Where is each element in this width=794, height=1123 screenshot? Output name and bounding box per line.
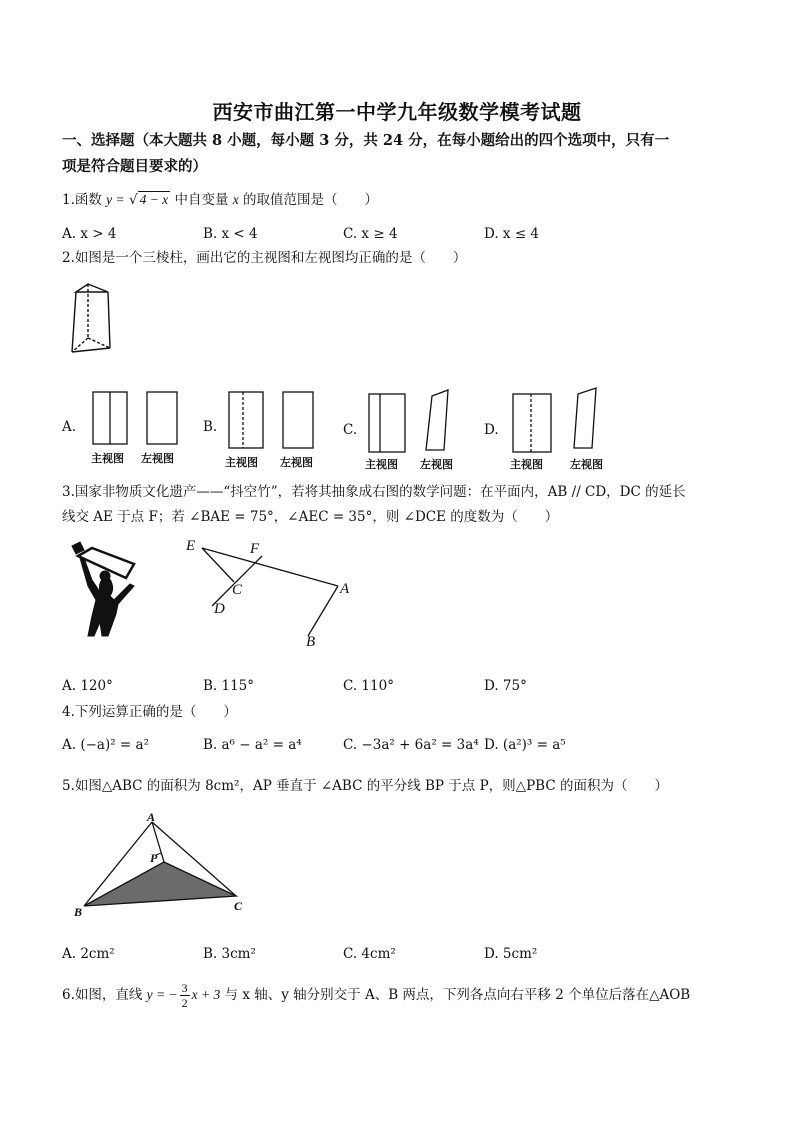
- q2-c-front-view: [366, 392, 408, 454]
- q4-option-b[interactable]: B. a⁶ − a² = a⁴: [203, 737, 302, 753]
- q5-triangle-figure: [70, 810, 250, 920]
- q1-suffix: 的取值范围是（ ）: [238, 192, 379, 208]
- q2-d-left-view: [570, 386, 600, 454]
- q3-label-e: E: [186, 538, 196, 554]
- q4-option-d[interactable]: D. (a²)³ = a⁵: [484, 737, 566, 753]
- q6-prefix: 6.如图，直线: [62, 987, 147, 1003]
- q3-label-b: B: [306, 634, 316, 650]
- q3-option-d[interactable]: D. 75°: [484, 678, 527, 694]
- q3-label-d: D: [214, 601, 225, 617]
- q6-eq-rhs: x + 3: [191, 987, 221, 1002]
- q6-fraction: [180, 981, 190, 1010]
- q5-label-a: A: [147, 810, 156, 824]
- question-5: 5.如图△ABC 的面积为 8cm²，AP 垂直于 ∠ABC 的平分线 BP 于点 P，则△PBC 的面积为（ ）: [62, 778, 668, 794]
- diabolo-player-silhouette: [70, 540, 150, 640]
- q1-option-c[interactable]: C. x ≥ 4: [343, 226, 398, 242]
- q2-c-left-view: [424, 388, 452, 454]
- q3-geometry-figure: [180, 536, 360, 650]
- q5-label-p: P: [150, 851, 158, 865]
- q1-radicand: 4 − x: [139, 192, 169, 207]
- question-1: 1.函数 y = √ 4 − x 中自变量 x 的取值范围是（ ）: [62, 192, 379, 208]
- q4-option-c[interactable]: C. −3a² + 6a² = 3a⁴: [343, 737, 479, 753]
- q1-prefix: 1.函数: [62, 192, 107, 208]
- question-2: 2.如图是一个三棱柱，画出它的主视图和左视图均正确的是（ ）: [62, 250, 467, 266]
- q2-d-front-label: 主视图: [510, 458, 543, 471]
- q3-label-f: F: [250, 541, 260, 557]
- q2-option-c[interactable]: C.: [343, 422, 358, 438]
- q6-eq-lhs: y = −: [146, 987, 178, 1002]
- q1-variable: x: [232, 192, 239, 207]
- question-3-line1: 3.国家非物质文化遗产——“抖空竹”，若将其抽象成右图的数学问题：在平面内，AB // CD，DC 的延长: [62, 484, 686, 500]
- q5-label-b: B: [74, 905, 83, 919]
- q2-c-left-label: 左视图: [420, 458, 453, 471]
- q5-option-b[interactable]: B. 3cm²: [203, 946, 256, 962]
- page-title: 西安市曲江第一中学九年级数学模考试题: [212, 100, 582, 124]
- q3-label-c: C: [232, 582, 243, 598]
- q2-b-left-view: [280, 390, 316, 450]
- q2-b-front-view: [226, 390, 266, 450]
- q5-label-c: C: [234, 899, 243, 913]
- triangular-prism-figure: [66, 280, 116, 356]
- section-header-line2: 项是符合题目要求的）: [62, 158, 207, 175]
- q5-option-c[interactable]: C. 4cm²: [343, 946, 396, 962]
- question-3-line2: 线交 AE 于点 F；若 ∠BAE = 75°，∠AEC = 35°，则 ∠DCE 的度数为（ ）: [62, 509, 559, 525]
- q2-d-left-label: 左视图: [570, 458, 603, 471]
- q2-d-front-view: [510, 392, 554, 454]
- q4-option-a[interactable]: A. (−a)² = a²: [62, 737, 149, 753]
- q6-frac-num: 3: [181, 981, 188, 995]
- q1-function-lhs: y =: [106, 192, 125, 207]
- q6-suffix: 与 x 轴、y 轴分别交于 A、B 两点，下列各点向右平移 2 个单位后落在△AOB: [220, 987, 691, 1003]
- q3-option-c[interactable]: C. 110°: [343, 678, 394, 694]
- q3-option-a[interactable]: A. 120°: [62, 678, 113, 694]
- q5-option-d[interactable]: D. 5cm²: [484, 946, 538, 962]
- q2-a-left-view: [144, 390, 180, 446]
- q2-b-left-label: 左视图: [280, 456, 313, 469]
- q2-c-front-label: 主视图: [365, 458, 398, 471]
- q2-option-d[interactable]: D.: [484, 422, 499, 438]
- q1-option-b[interactable]: B. x < 4: [203, 226, 258, 242]
- question-4: 4.下列运算正确的是（ ）: [62, 704, 237, 720]
- section-header-line1: 一、选择题（本大题共 8 小题，每小题 3 分，共 24 分，在每小题给出的四个选项中，只有一: [62, 132, 670, 149]
- q1-mid: 中自变量: [170, 192, 233, 208]
- q2-a-front-label: 主视图: [91, 452, 124, 465]
- q5-option-a[interactable]: A. 2cm²: [62, 946, 115, 962]
- q2-a-left-label: 左视图: [141, 452, 174, 465]
- q2-b-front-label: 主视图: [225, 456, 258, 469]
- q1-option-d[interactable]: D. x ≤ 4: [484, 226, 540, 242]
- question-6: [62, 978, 742, 1012]
- q2-option-a[interactable]: A.: [62, 419, 77, 435]
- q2-a-front-view: [90, 390, 130, 446]
- q2-option-b[interactable]: B.: [203, 419, 218, 435]
- q3-option-b[interactable]: B. 115°: [203, 678, 255, 694]
- q3-label-a: A: [340, 581, 350, 597]
- q6-frac-den: 2: [181, 996, 188, 1010]
- q1-option-a[interactable]: A. x > 4: [62, 226, 117, 242]
